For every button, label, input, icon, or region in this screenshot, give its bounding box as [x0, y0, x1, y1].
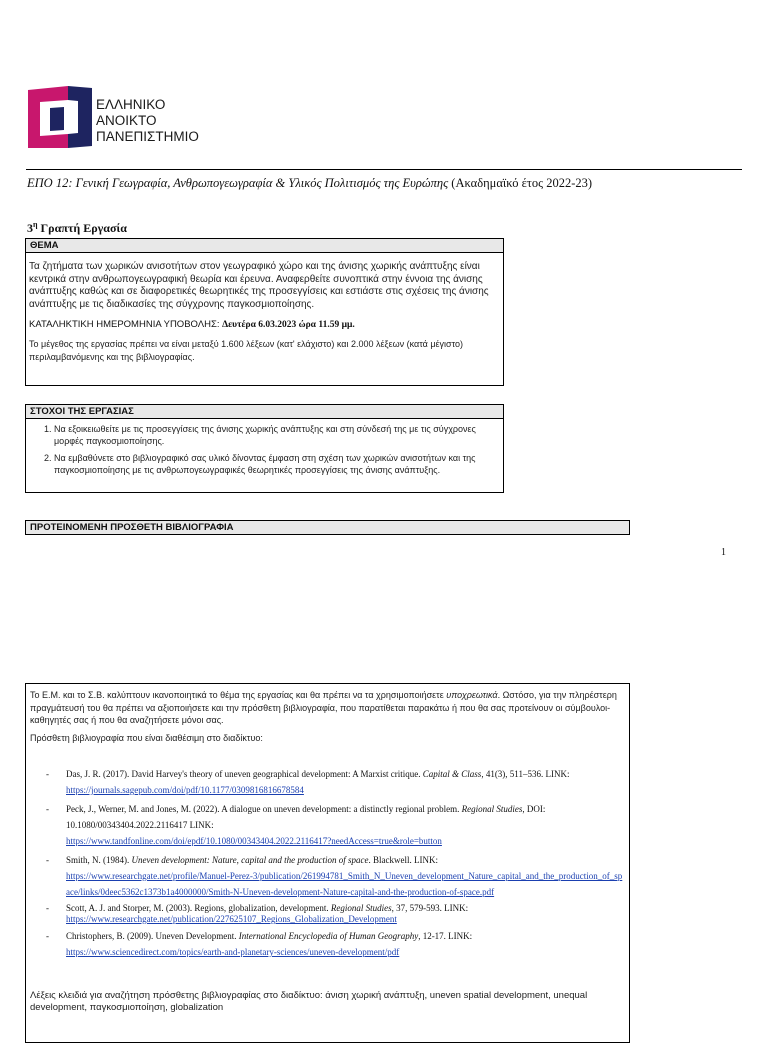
ref-authors-title: Das, J. R. (2017). David Harvey's theory of uneven geographical development: A Marxist critique.: [66, 769, 423, 779]
ref-link[interactable]: https://www.sciencedirect.com/topics/earth-and-planetary-sciences/uneven-development/pdf: [66, 947, 400, 957]
deadline-label: ΚΑΤΑΛΗΚΤΙΚΗ ΗΜΕΡΟΜΗΝΙΑ ΥΠΟΒΟΛΗΣ:: [29, 319, 223, 330]
logo-text: [96, 97, 199, 145]
ref-link[interactable]: https://www.researchgate.net/profile/Manuel-Perez-3/publication/261994781_Smith_N_Uneven_development_Nature_capital_and_the_production_of_space/links/0deec5362c1373b1a4000000/Smith-N-Uneven-development-Nature-capital-and-the-production-of-space.pdf: [66, 871, 623, 897]
ref-details: . Blackwell. LINK:: [368, 855, 439, 865]
header-rule: [26, 169, 742, 170]
keywords-text: Λέξεις κλειδιά για αναζήτηση πρόσθετης βιβλιογραφίας στο διαδίκτυο: άνιση χωρική ανάπτυξη, uneven spatial development, unequal development, παγκοσμιοποίηση, globalization: [30, 990, 588, 1013]
intro-emphasis: υποχρεωτικά: [446, 690, 498, 700]
goals-box: [25, 404, 504, 493]
course-name: ΕΠΟ 12: Γενική Γεωγραφία, Ανθρωπογεωγραφία & Υλικός Πολιτισμός της Ευρώπης: [27, 176, 449, 190]
goals-header: ΣΤΟΧΟΙ ΤΗΣ ΕΡΓΑΣΙΑΣ: [26, 405, 503, 419]
ref-details: , 41(3), 511–536. LINK:: [481, 769, 570, 779]
theme-header: ΘΕΜΑ: [26, 239, 503, 253]
ref-authors-title: Peck, J., Werner, M. and Jones, M. (2022). A dialogue on uneven development: a distinctly regional problem.: [66, 804, 462, 814]
ref-details: , 37, 579-593. LINK:: [391, 903, 469, 913]
ref-journal: Capital & Class: [422, 769, 482, 779]
deadline-value: Δευτέρα 6.03.2023 ώρα 11.59 μμ.: [222, 320, 355, 330]
ref-link[interactable]: https://www.tandfonline.com/doi/epdf/10.1080/00343404.2022.2116417?needAccess=true&role=button: [66, 836, 442, 846]
online-biblio-label: Πρόσθετη βιβλιογραφία που είναι διαθέσιμη στο διαδίκτυο:: [30, 732, 263, 743]
reference-item: [30, 903, 625, 925]
ref-journal: Regional Studies: [461, 804, 523, 814]
theme-text: Τα ζητήματα των χωρικών ανισοτήτων στον γεωγραφικό χώρο και της άνισης χωρικής ανάπτυξης είναι κεντρικά στην ανθρωπογεωγραφική θεωρία και έρευνα. Αναφερθείτε συνοπτικά στην έννοια της άνισης ανάπτυξης καθώς και σε διαφορετικές θεωρητικές της προσεγγίσεις και εστιάστε στις σχέσεις της άνισης ανάπτυξης με τις διαδικασίες της σύγχρονης παγκοσμιοποίησης.: [29, 261, 489, 310]
intro-part-a: Το Ε.Μ. και το Σ.Β. καλύπτουν ικανοποιητικά το θέμα της εργασίας και θα πρέπει να τα χρησιμοποιήσετε: [30, 690, 447, 700]
ref-link[interactable]: https://www.researchgate.net/publication/227625107_Regions_Globalization_Development: [66, 914, 397, 924]
ref-authors-title: Scott, A. J. and Storper, M. (2003). Regions, globalization, development.: [66, 903, 331, 913]
assignment-number: 3: [27, 221, 33, 235]
ref-details: , DOI: 10.1080/00343404.2022.2116417 LINK:: [66, 804, 546, 830]
goals-list: [26, 419, 503, 476]
ref-authors-title: Christophers, B. (2009). Uneven Development.: [66, 931, 239, 941]
intro-part-b: . Ωστόσο, για την πληρέστερη πραγμάτευσή του θα πρέπει να αξιοποιήσετε και την πρόσθετη βιβλιογραφία, που παρατίθεται παρακάτω ή που θα σας προτείνουν οι σύμβουλοι-καθηγητές σας ή που θα αναζητήσετε μόνοι σας.: [30, 690, 617, 725]
ref-journal: Uneven development: Nature, capital and the production of space: [131, 855, 369, 865]
logo-line-2: ΑΝΟΙΚΤΟ: [96, 113, 157, 128]
ref-authors-title: Smith, N. (1984).: [66, 855, 132, 865]
page-number: 1: [721, 547, 726, 558]
university-logo-icon: [28, 86, 94, 148]
reference-item: [30, 928, 625, 960]
assignment-label: Γραπτή Εργασία: [40, 221, 127, 235]
ref-journal: International Encyclopedia of Human Geography: [238, 931, 419, 941]
course-title: [27, 176, 592, 191]
goal-item-1: 1. Να εξοικειωθείτε με τις προσεγγίσεις της άνισης χωρικής ανάπτυξης και στη σύνδεσή της με τις σύγχρονες μορφές παγκοσμιοποίησης.: [54, 423, 503, 447]
logo-line-1: ΕΛΛΗΝΙΚΟ: [96, 97, 166, 112]
logo-line-3: ΠΑΝΕΠΙΣΤΗΜΙΟ: [96, 129, 199, 144]
intro-text: [30, 689, 625, 727]
reference-item: [30, 801, 625, 849]
reference-list: [30, 766, 625, 960]
academic-year: (Ακαδημαϊκό έτος 2022-23): [451, 176, 593, 190]
goal-item-2: 2. Να εμβαθύνετε στο βιβλιογραφικό σας υλικό δίνοντας έμφαση στη σχέση των χωρικών ανισοτήτων και της παγκοσμιοποίησης με τις ανθρωπογεωγραφικές θεωρητικές προσεγγίσεις της άνισης ανάπτυξης.: [54, 452, 503, 476]
ref-link[interactable]: https://journals.sagepub.com/doi/pdf/10.1177/0309816816678584: [66, 785, 304, 795]
reference-item: [30, 852, 625, 900]
deadline: [29, 319, 500, 330]
theme-box: [25, 238, 504, 386]
bibliography-box: [25, 683, 630, 1043]
ref-details: , 12-17. LINK:: [418, 931, 473, 941]
length-text: Το μέγεθος της εργασίας πρέπει να είναι μεταξύ 1.600 λέξεων (κατ' ελάχιστο) και 2.000 λέξεων (κατά μέγιστο) περιλαμβανόμενης και της βιβλιογραφίας.: [29, 339, 464, 362]
reference-item: [30, 766, 625, 798]
ref-journal: Regional Studies: [330, 903, 392, 913]
assignment-ordinal: η: [33, 220, 38, 229]
bibliography-header: ΠΡΟΤΕΙΝΟΜΕΝΗ ΠΡΟΣΘΕΤΗ ΒΙΒΛΙΟΓΡΑΦΙΑ: [25, 520, 630, 535]
assignment-title: [27, 220, 127, 236]
